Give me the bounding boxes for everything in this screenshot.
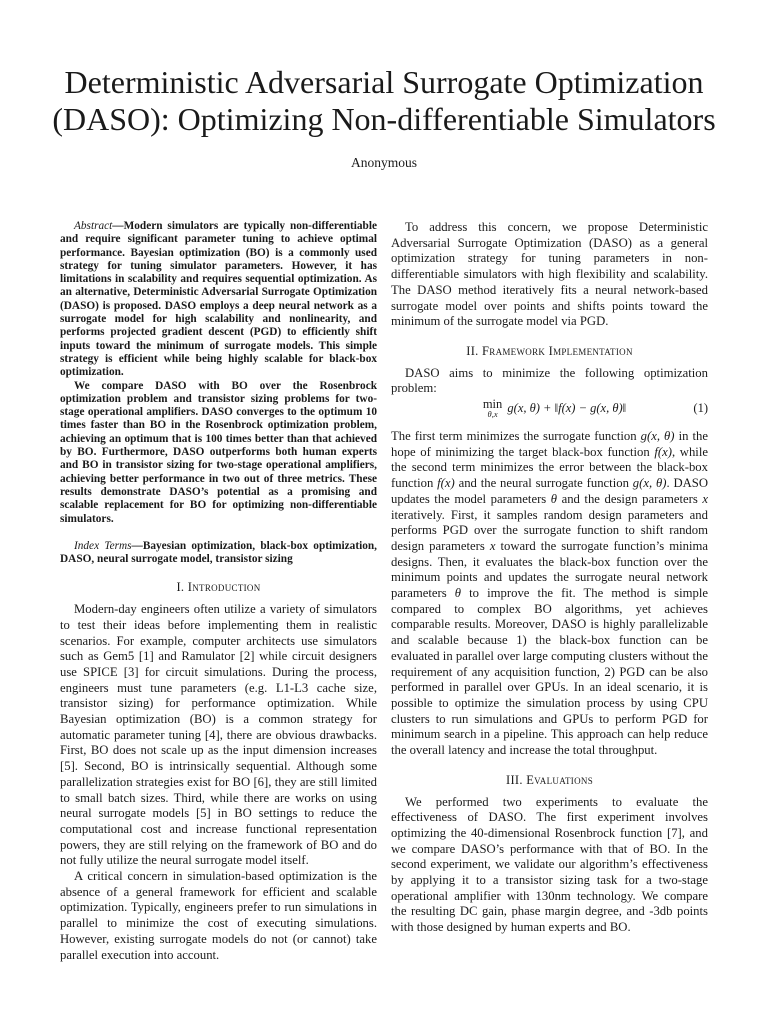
left-column bbox=[60, 220, 377, 963]
author: Anonymous bbox=[350, 155, 417, 170]
section-heading-evaluations: III. Evaluations bbox=[505, 772, 593, 787]
text-run: and the neural surrogate function bbox=[454, 476, 633, 491]
text-run: toward the surrogate function’s minima designs. Then, it evaluates the black-box function over the minimum points and updates the surrogate neural network parameters bbox=[391, 538, 708, 601]
framework-paragraph-1: DASO aims to minimize the following optimization problem: bbox=[391, 365, 708, 396]
framework-paragraph-2 bbox=[391, 429, 708, 759]
index-terms-label: Index Terms bbox=[74, 539, 132, 552]
abstract-label: Abstract bbox=[74, 220, 113, 232]
text-run: The first term minimizes the surrogate function bbox=[391, 429, 641, 444]
text-run: in the hope of minimizing the target black-box function bbox=[391, 429, 708, 459]
paper-title: Deterministic Adversarial Surrogate Optimization (DASO): Optimizing Non-differentiable Simulators bbox=[52, 64, 716, 137]
text-run: iteratively. First, it samples random design parameters and performs PGD over the surrogate function to shift random design parameters bbox=[391, 507, 708, 553]
index-terms-text: —Bayesian optimization, black-box optimization, DASO, neural surrogate model, transistor sizing bbox=[60, 539, 377, 566]
index-terms bbox=[60, 540, 377, 567]
equation-body: g(x, θ) + ‖f(x) − g(x, θ)‖ bbox=[507, 400, 627, 415]
math-g: g(x, θ) bbox=[640, 429, 675, 444]
text-run: to improve the fit. The method is simple compared to complex BO algorithms, yet achieves comparable results. Moreover, DASO is highly parallelizable and scalable because 1) the black-box function can be evaluated in parallel over large computing clusters without the requirement of any acquisition function, 2) PGD can be also performed in parallel over GPUs. In an ideal scenario, it is possible to optimize the simulation process by using CPU clusters to run simulations and GPUs to perform PGD for minimum search in a pipeline. This approach can help reduce the overall latency and increase the total throughput. bbox=[391, 586, 708, 758]
math-theta: θ bbox=[454, 586, 462, 601]
text-run: , while the second term minimizes the error between the black-box function bbox=[391, 444, 708, 491]
equation-number: (1) bbox=[693, 401, 708, 416]
math-f: f(x) bbox=[437, 476, 455, 491]
abstract-text-1: —Modern simulators are typically non-differentiable and require significant parameter tuning to achieve optimal performance. Bayesian optimization (BO) is a commonly used strategy for tuning simulator parameters. However, it has limitations in scalability and requires sequential optimization. As an alternative, Deterministic Adversarial Surrogate Optimization (DASO) is proposed. DASO employs a deep neural network as a surrogate model for high scalability and nonlinearity, and performs projected gradient descent (PGD) to efficiently shift inputs toward the minimum of surrogate models. This simple strategy is efficient while being highly scalable for black-box optimization. bbox=[60, 220, 377, 379]
equation-min-subscript: θ,x bbox=[487, 409, 498, 420]
text-run: and the design parameters bbox=[557, 491, 703, 506]
abstract-paragraph-1 bbox=[60, 220, 377, 380]
math-theta: θ bbox=[550, 491, 558, 506]
equation-min-operator bbox=[483, 399, 502, 419]
math-f: f(x) bbox=[654, 444, 672, 459]
equation-1 bbox=[391, 399, 708, 419]
abstract bbox=[60, 220, 377, 566]
math-x: x bbox=[489, 538, 496, 553]
equation-min: min bbox=[482, 397, 503, 412]
evaluations-paragraph-1: We performed two experiments to evaluate the effectiveness of DASO. The first experiment involves optimizing the 40-dimensional Rosenbrock function [7], and we compare DASO’s performance with that of BO. In the second experiment, we validate our algorithm’s effectiveness by applying it to a transistor sizing task for a two-stage operational amplifier with 130nm technology. We compare the resulting DC gain, phase margin degree, and -3db points with those designed by human experts and BO. bbox=[391, 794, 708, 935]
abstract-paragraph-2: We compare DASO with BO over the Rosenbrock optimization problem and transistor sizing problems for two-stage operational amplifiers. DASO converges to the optimum 10 times faster than BO in the Rosenbrock optimization problem, achieving an optimum that is 100 times better than that achieved by BO. Furthermore, DASO outperforms both human experts and BO in transistor sizing for two-stage operational amplifiers, achieving better performance in two out of three metrics. These results demonstrate DASO’s potential as a promising and scalable replacement for BO for optimizing non-differentiable simulators. bbox=[60, 379, 377, 525]
math-x: x bbox=[702, 491, 708, 506]
math-g: g(x, θ) bbox=[632, 476, 667, 491]
section-heading-introduction: I. Introduction bbox=[176, 580, 261, 595]
equation-expression bbox=[391, 399, 682, 419]
intro-paragraph-2: A critical concern in simulation-based optimization is the absence of a general framework for efficient and scalable optimization. Typically, engineers prefer to run simulations in parallel to minimize the cost of executing simulations. However, existing surrogate models do not (or cannot) take parallel execution into account. bbox=[60, 869, 377, 962]
right-column bbox=[391, 220, 708, 936]
intro-paragraph-3: To address this concern, we propose Deterministic Adversarial Surrogate Optimization (DASO) as a general optimization strategy for tuning parameters in non-differentiable simulators with high flexibility and scalability. The DASO method iteratively fits a neural network-based surrogate model over points and shifts points toward the minimum of the surrogate model via PGD. bbox=[391, 220, 708, 329]
section-heading-framework: II. Framework Implementation bbox=[466, 343, 633, 358]
text-run: . DASO updates the model parameters bbox=[391, 476, 708, 506]
intro-paragraph-1: Modern-day engineers often utilize a variety of simulators to test their ideas before implementing them in realistic scenarios. For example, computer architects use simulators such as Gem5 [1] and Ramulator [2] while circuit designers use SPICE [3] for circuit simulations. During the process, engineers must tune parameters (e.g. L1-L3 cache size, transistor sizing) for performance optimization. While Bayesian optimization (BO) is a common strategy for automatic parameter tuning [4], there are obvious drawbacks. First, BO does not scale up as the input dimension increases [5]. Second, BO is intrinsically sequential. Although some parallelization strategies exist for BO [6], they are still limited to small batch sizes. Third, while there are works on using neural surrogate models [5] in BO settings to reduce the computational cost and increase functional representation powers, they are still relying on the framework of BO and do not fully utilize the neural surrogate model itself. bbox=[60, 602, 377, 868]
